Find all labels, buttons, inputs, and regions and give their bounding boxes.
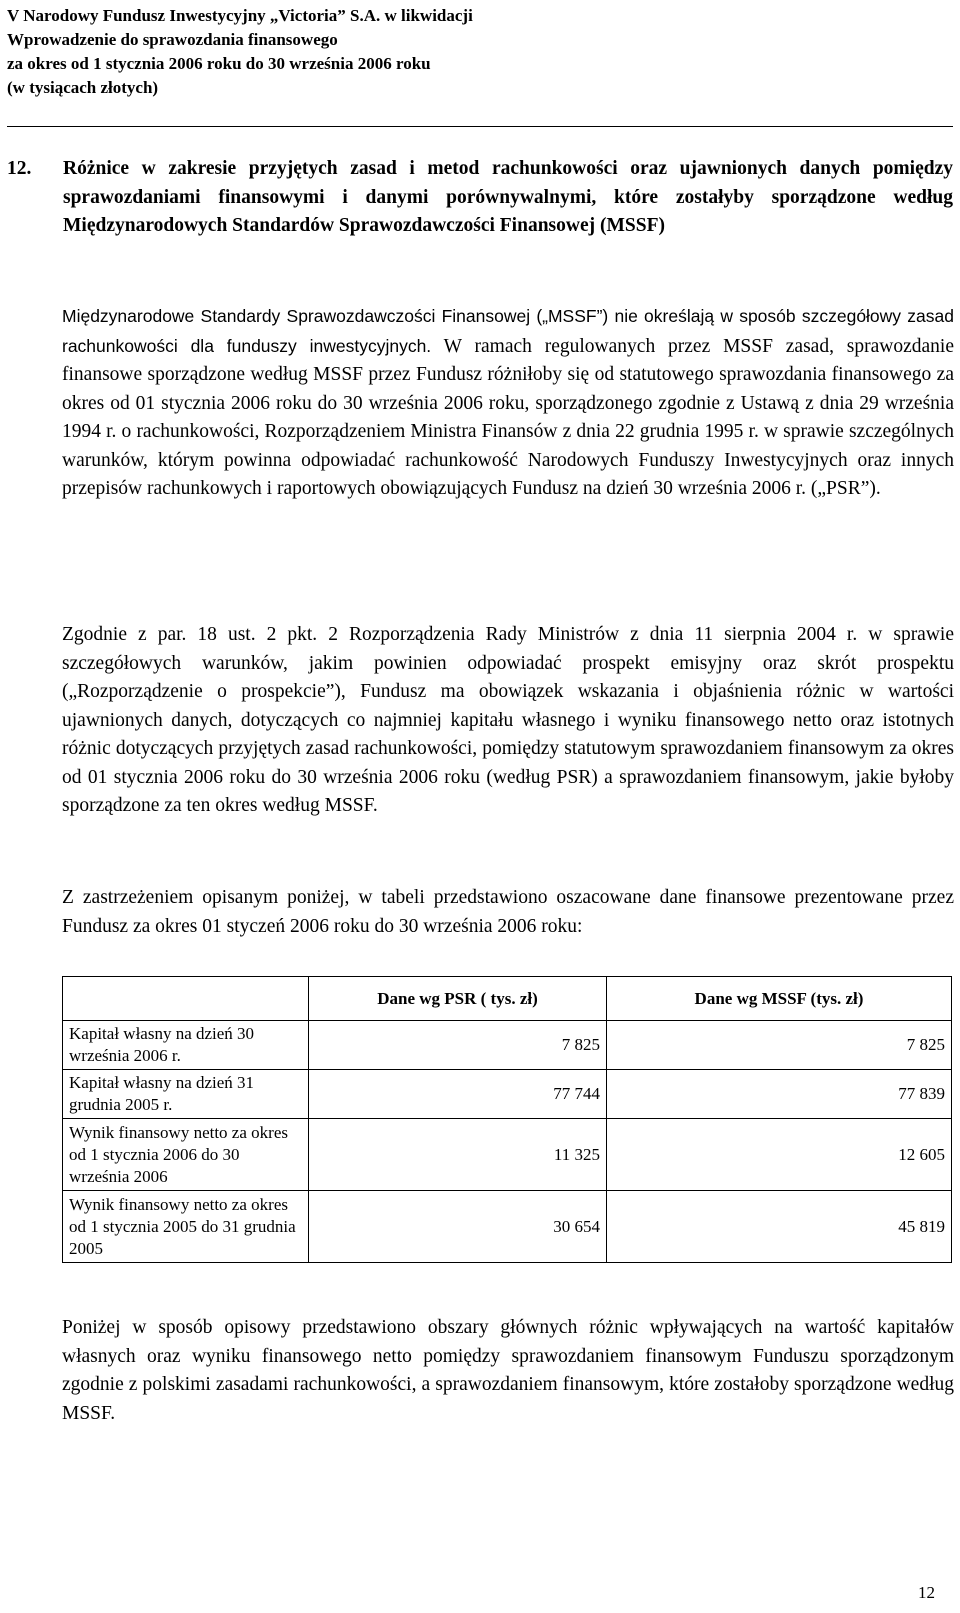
row-psr-value: 77 744	[309, 1070, 607, 1119]
row-label: Wynik finansowy netto za okres od 1 stycznia 2006 do 30 września 2006	[63, 1119, 309, 1191]
paragraph-mssf-intro	[62, 302, 954, 504]
paragraph-table-intro: Z zastrzeżeniem opisanym poniżej, w tabeli przedstawiono oszacowane dane finansowe prezentowane przez Fundusz za okres 01 styczeń 2006 roku do 30 września 2006 roku:	[62, 887, 954, 937]
row-psr-value: 30 654	[309, 1191, 607, 1263]
table-row	[63, 1119, 952, 1191]
row-label: Kapitał własny na dzień 30 września 2006 r.	[63, 1021, 309, 1070]
header-period: za okres od 1 stycznia 2006 roku do 30 września 2006 roku	[7, 54, 431, 73]
header-document-type: Wprowadzenie do sprawozdania finansowego	[7, 30, 338, 49]
row-mssf-value: 12 605	[607, 1119, 952, 1191]
table-header-psr: Dane wg PSR ( tys. zł)	[309, 977, 607, 1021]
section-heading	[7, 155, 953, 241]
page-number: 12	[918, 1583, 935, 1602]
table-header-empty	[63, 977, 309, 1021]
row-label: Wynik finansowy netto za okres od 1 stycznia 2005 do 31 grudnia 2005	[63, 1191, 309, 1263]
section-number: 12.	[7, 158, 32, 179]
row-label: Kapitał własny na dzień 31 grudnia 2005 r.	[63, 1070, 309, 1119]
paragraph-differences-summary: Poniżej w sposób opisowy przedstawiono obszary głównych różnic wpływających na wartość kapitałów własnych oraz wyniku finansowego netto pomiędzy sprawozdaniem finansowym Funduszu sporządzonym zgodnie z polskimi zasadami rachunkowości, a sprawozdaniem finansowym, które zostałoby sporządzone według MSSF.	[62, 1317, 954, 1424]
document-header	[7, 4, 473, 100]
table-header-mssf: Dane wg MSSF (tys. zł)	[607, 977, 952, 1021]
financial-data-table	[62, 976, 952, 1263]
paragraph-mssf-intro-sans: Międzynarodowe Standardy Sprawozdawczości Finansowej („MSSF”) nie określają w sposób szczegółowy zasad rachunkowości dla funduszy inwestycyjnych.	[62, 306, 954, 356]
header-company: V Narodowy Fundusz Inwestycyjny „Victoria” S.A. w likwidacji	[7, 6, 473, 25]
section-title: Różnice w zakresie przyjętych zasad i metod rachunkowości oraz ujawnionych danych pomiędzy sprawozdaniami finansowymi i danymi porównywalnymi, które zostałyby sporządzone według Międzynarodowych Standardów Sprawozdawczości Finansowej (MSSF)	[63, 158, 953, 236]
paragraph-mssf-intro-serif: W ramach regulowanych przez MSSF zasad, sprawozdanie finansowe sporządzone według MSSF przez Fundusz różniłoby się od statutowego sprawozdania finansowego za okres od 01 stycznia 2006 roku do 30 września 2006 roku, sporządzonego zgodnie z Ustawą z dnia 29 września 1994 r. o rachunkowości, Rozporządzeniem Ministra Finansów z dnia 22 grudnia 1995 r. w sprawie szczególnych warunków, którym powinna odpowiadać rachunkowość Narodowych Funduszy Inwestycyjnych oraz innych przepisów rachunkowych i raportowych obowiązujących Fundusz na dzień 30 września 2006 r. („PSR”).	[62, 335, 954, 499]
row-mssf-value: 45 819	[607, 1191, 952, 1263]
row-psr-value: 11 325	[309, 1119, 607, 1191]
header-units: (w tysiącach złotych)	[7, 78, 159, 97]
table-row	[63, 1070, 952, 1119]
table-row	[63, 1021, 952, 1070]
header-divider	[7, 126, 953, 127]
paragraph-regulation: Zgodnie z par. 18 ust. 2 pkt. 2 Rozporządzenia Rady Ministrów z dnia 11 sierpnia 2004 r. w sprawie szczegółowych warunków, jakim powinien odpowiadać prospekt emisyjny oraz skrót prospektu („Rozporządzenie o prospekcie”), Fundusz ma obowiązek wskazania i objaśnienia różnic w wartości ujawnionych danych, dotyczących co najmniej kapitału własnego i wyniku finansowego netto oraz istotnych różnic dotyczących przyjętych zasad rachunkowości, pomiędzy statutowym sprawozdaniem finansowym za okres od 01 stycznia 2006 roku do 30 września 2006 roku (według PSR) a sprawozdaniem finansowym, jakie byłoby sporządzone za ten okres według MSSF.	[62, 624, 954, 816]
table-header-row	[63, 977, 952, 1021]
table-row	[63, 1191, 952, 1263]
row-mssf-value: 7 825	[607, 1021, 952, 1070]
row-psr-value: 7 825	[309, 1021, 607, 1070]
row-mssf-value: 77 839	[607, 1070, 952, 1119]
